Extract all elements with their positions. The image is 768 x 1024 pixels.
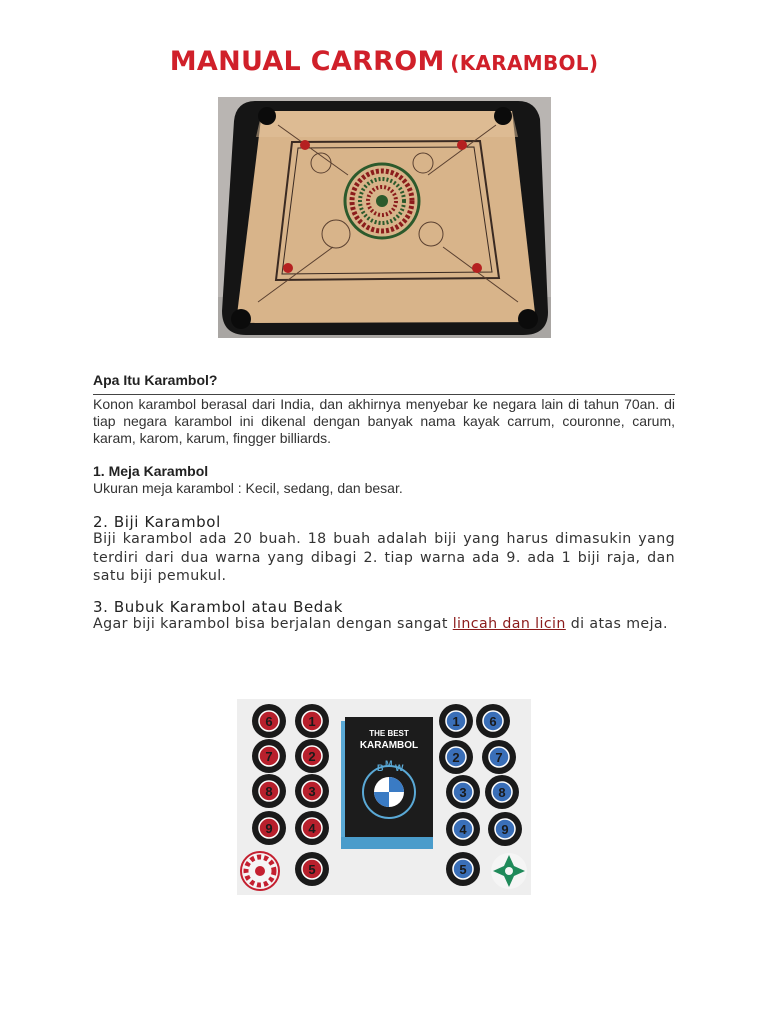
red-coin-3 — [252, 739, 286, 773]
red-coin-1-number: 6 — [265, 714, 273, 729]
red-coin-7-number: 9 — [265, 821, 273, 836]
blue-coin-3-number: 2 — [452, 750, 460, 765]
section-3-text — [93, 615, 675, 634]
blue-coin-6 — [485, 775, 519, 809]
karambol-box — [341, 717, 433, 849]
blue-coin-8-number: 9 — [501, 822, 509, 837]
blue-coin-9 — [446, 852, 480, 886]
red-coin-7 — [252, 811, 286, 845]
blue-coin-6-number: 8 — [498, 785, 506, 800]
carrom-board-image — [218, 97, 551, 338]
box-line2: KARAMBOL — [359, 740, 419, 751]
blue-coin-4-number: 7 — [495, 750, 503, 765]
intro-heading: Apa Itu Karambol? — [93, 372, 218, 388]
red-coin-1 — [252, 704, 286, 738]
red-striker — [241, 852, 279, 890]
red-coin-8 — [295, 811, 329, 845]
section-3-heading: 3. Bubuk Karambol atau Bedak — [93, 598, 343, 616]
blue-coin-8 — [488, 812, 522, 846]
lincah-licin-link[interactable]: lincah dan licin — [452, 616, 566, 632]
blue-coin-7-number: 4 — [459, 822, 467, 837]
blue-coin-3 — [439, 740, 473, 774]
section-1-text: Ukuran meja karambol : Kecil, sedang, dan besar. — [93, 480, 403, 496]
green-striker — [491, 853, 527, 889]
red-coin-4 — [295, 739, 329, 773]
red-coin-6 — [295, 774, 329, 808]
box-line1: THE BEST — [369, 729, 409, 738]
blue-coin-5 — [446, 775, 480, 809]
title-sub: (KARAMBOL) — [450, 51, 599, 75]
section-2-text: Biji karambol ada 20 buah. 18 buah adalah biji yang harus dimasukin yang terdiri dari dua warna yang dibagi 2. tiap warna ada 9. ada 1 biji raja, dan satu biji pemukul. — [93, 531, 675, 584]
blue-coin-1 — [439, 704, 473, 738]
red-coin-3-number: 7 — [265, 749, 273, 764]
intro-paragraph: Konon karambol berasal dari India, dan akhirnya menyebar ke negara lain di tahun 70an. di tiap negara karambol ini dikenal dengan banyak nama kayak carrum, couronne, carum, karam, karom, karum, fingger billiards. — [93, 396, 675, 446]
red-coin-5 — [252, 774, 286, 808]
blue-coin-1-number: 1 — [452, 714, 460, 729]
red-coin-4-number: 2 — [308, 749, 316, 764]
logo-letter-b: B — [377, 763, 384, 773]
section-2-heading: 2. Biji Karambol — [93, 513, 221, 531]
red-coin-8-number: 4 — [308, 821, 316, 836]
blue-coin-4 — [482, 740, 516, 774]
page-title — [0, 46, 768, 77]
blue-coin-2 — [476, 704, 510, 738]
logo-letter-m: M — [385, 759, 393, 769]
title-main: MANUAL CARROM — [169, 46, 445, 77]
section-3-text-before: Agar biji karambol bisa berjalan dengan sangat — [93, 616, 453, 632]
red-coin-9 — [295, 852, 329, 886]
section-1-heading: 1. Meja Karambol — [93, 463, 209, 479]
red-coin-6-number: 3 — [308, 784, 316, 799]
red-coin-2-number: 1 — [308, 714, 316, 729]
logo-letter-w: W — [395, 763, 404, 773]
blue-coin-2-number: 6 — [489, 714, 497, 729]
blue-coin-7 — [446, 812, 480, 846]
heading-divider — [93, 394, 675, 395]
blue-coin-9-number: 5 — [459, 862, 467, 877]
red-coin-9-number: 5 — [308, 862, 316, 877]
blue-coin-5-number: 3 — [459, 785, 467, 800]
red-coin-5-number: 8 — [265, 784, 273, 799]
carrom-pieces-image — [237, 699, 531, 895]
section-3-text-after: di atas meja. — [565, 616, 668, 632]
red-coin-2 — [295, 704, 329, 738]
